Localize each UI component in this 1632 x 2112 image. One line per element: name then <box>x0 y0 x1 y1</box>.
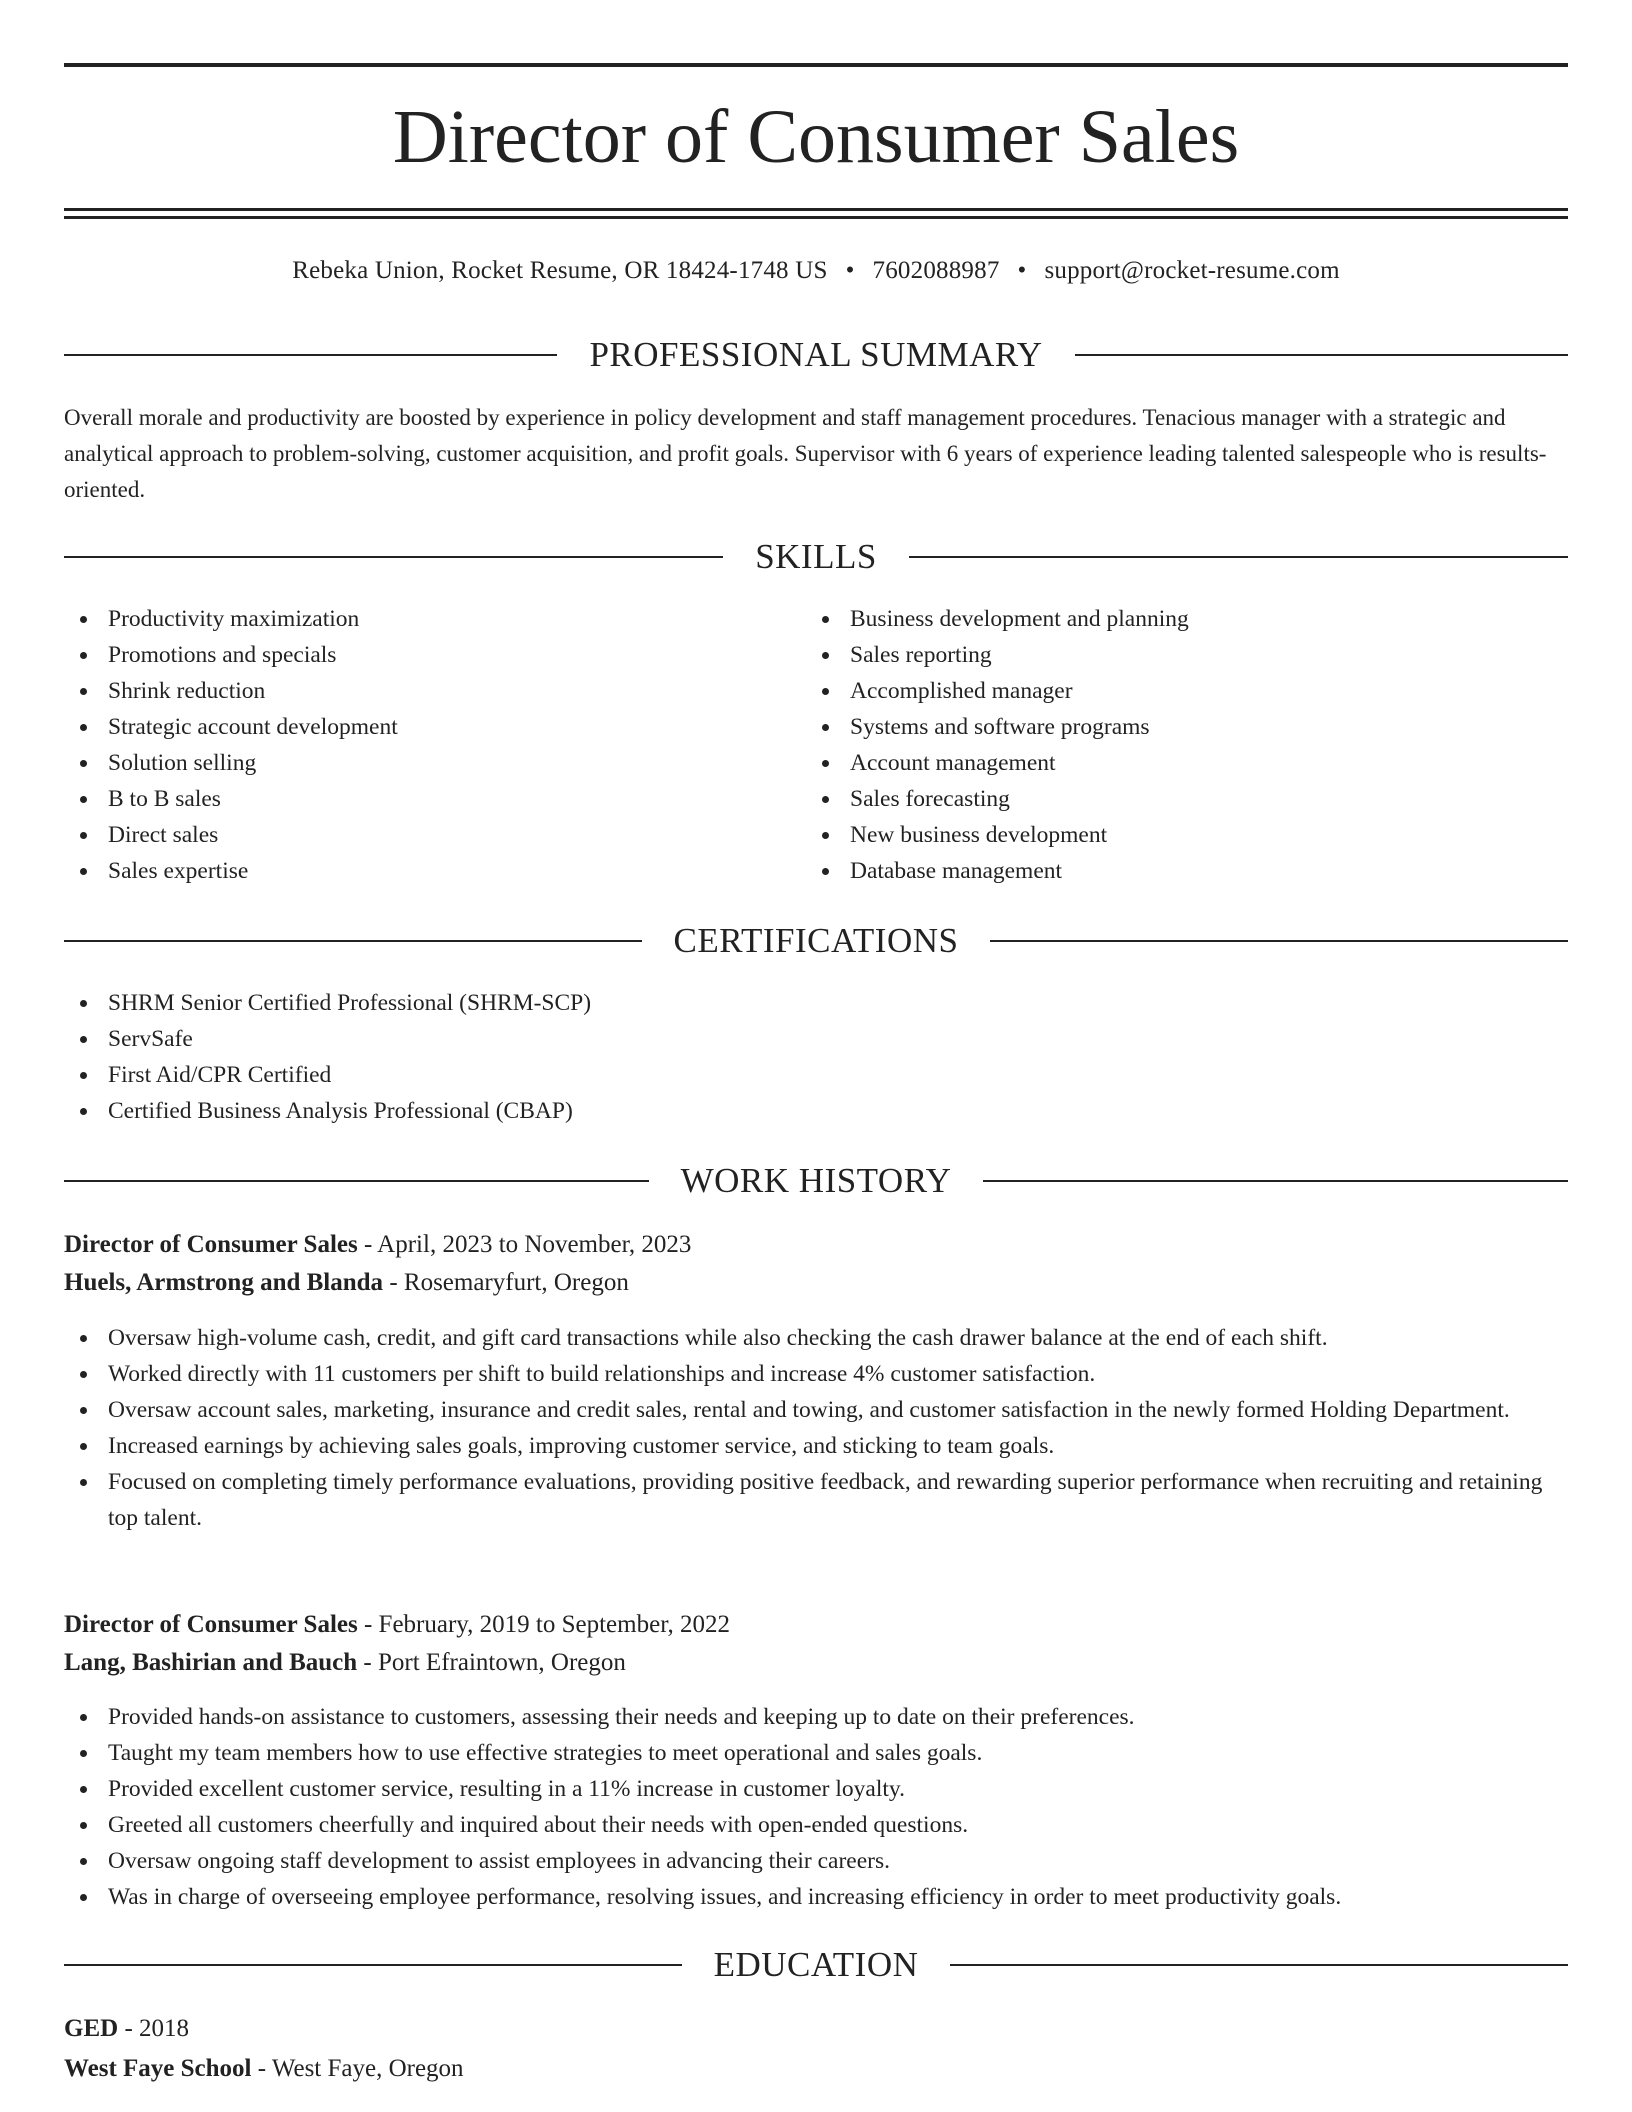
section-heading-summary <box>64 333 1568 377</box>
job-bullet: Focused on completing timely performance evaluations, providing positive feedback, and rewarding superior performance when recruiting and retaining top talent. <box>64 1464 1568 1536</box>
summary-text: Overall morale and productivity are boosted by experience in policy development and staff management procedures. Tenacious manager with a strategic and analytical approach to problem-solving, customer acquisition, and profit goals. Supervisor with 6 years of experience leading talented salespeople who is results-oriented. <box>64 405 1547 502</box>
job-bullet: Oversaw account sales, marketing, insurance and credit sales, rental and towing, and customer satisfaction in the newly formed Holding Department. <box>64 1392 1568 1428</box>
job-bullet: Taught my team members how to use effective strategies to meet operational and sales goals. <box>64 1735 1568 1771</box>
skill-item: Sales forecasting <box>806 781 1546 817</box>
skill-item: Accomplished manager <box>806 673 1546 709</box>
skill-item: Promotions and specials <box>64 637 784 673</box>
skill-item: Productivity maximization <box>64 601 784 637</box>
contact-separator: • <box>845 257 855 284</box>
skill-item: Shrink reduction <box>64 673 784 709</box>
page-title: Director of Consumer Sales <box>392 95 1240 179</box>
skill-item: New business development <box>806 817 1546 853</box>
section-heading-skills <box>64 535 1568 579</box>
job-location: Port Efraintown, Oregon <box>378 1649 626 1676</box>
skill-item: Strategic account development <box>64 709 784 745</box>
certification-item: Certified Business Analysis Professional (CBAP) <box>64 1093 1568 1129</box>
education-degree-line <box>64 2010 1568 2048</box>
heading-rule-left <box>64 1180 649 1182</box>
job-bullet: Oversaw ongoing staff development to assist employees in advancing their careers. <box>64 1843 1568 1879</box>
heading-rule-right <box>1075 354 1568 356</box>
skill-item: Business development and planning <box>806 601 1546 637</box>
heading-label: CERTIFICATIONS <box>673 921 959 960</box>
education-location: West Faye, Oregon <box>271 2055 464 2082</box>
skills-list-left <box>64 601 784 889</box>
section-heading-education <box>64 1943 1568 1987</box>
heading-rule-right <box>990 940 1568 942</box>
education-school: West Faye School <box>64 2055 252 2082</box>
job-bullet: Provided hands-on assistance to customers, assessing their needs and keeping up to date on their preferences. <box>64 1699 1568 1735</box>
job-title-line <box>64 1606 1568 1644</box>
header-top-rule <box>64 63 1568 67</box>
heading-rule-right <box>909 556 1568 558</box>
skill-item: Sales reporting <box>806 637 1546 673</box>
job-bullet: Oversaw high-volume cash, credit, and gift card transactions while also checking the cash drawer balance at the end of each shift. <box>64 1320 1568 1356</box>
skill-item: Direct sales <box>64 817 784 853</box>
skills-list-right <box>806 601 1546 889</box>
job-separator: - <box>357 1649 378 1676</box>
education-separator: - <box>118 2015 140 2042</box>
skill-item: Database management <box>806 853 1546 889</box>
education-year: 2018 <box>139 2015 190 2042</box>
job-bullets <box>64 1699 1568 1915</box>
heading-rule-left <box>64 354 557 356</box>
job-company: Huels, Armstrong and Blanda <box>64 1269 384 1296</box>
header-double-rule-top <box>64 208 1568 211</box>
section-heading-work-history <box>64 1159 1568 1203</box>
skill-item: Systems and software programs <box>806 709 1546 745</box>
job-dates: April, 2023 to November, 2023 <box>377 1231 692 1258</box>
skill-item: Account management <box>806 745 1546 781</box>
contact-phone: 7602088987 <box>872 257 1000 284</box>
job-company: Lang, Bashirian and Bauch <box>64 1649 358 1676</box>
heading-label: EDUCATION <box>713 1945 919 1984</box>
job-bullet: Provided excellent customer service, resulting in a 11% increase in customer loyalty. <box>64 1771 1568 1807</box>
job-bullet: Was in charge of overseeing employee performance, resolving issues, and increasing efficiency in order to meet productivity goals. <box>64 1879 1568 1915</box>
education-separator: - <box>251 2055 272 2082</box>
job-bullet: Increased earnings by achieving sales goals, improving customer service, and sticking to team goals. <box>64 1428 1568 1464</box>
education-school-line <box>64 2050 1568 2088</box>
job-title: Director of Consumer Sales <box>64 1231 358 1258</box>
contact-email: support@rocket-resume.com <box>1044 257 1340 284</box>
certification-item: First Aid/CPR Certified <box>64 1057 1568 1093</box>
job-separator: - <box>383 1269 404 1296</box>
job-bullets <box>64 1320 1568 1536</box>
certifications-list <box>64 985 1568 1129</box>
skill-item: Solution selling <box>64 745 784 781</box>
job-title: Director of Consumer Sales <box>64 1611 358 1638</box>
certification-item: SHRM Senior Certified Professional (SHRM-SCP) <box>64 985 1568 1021</box>
section-heading-certifications <box>64 919 1568 963</box>
job-location: Rosemaryfurt, Oregon <box>403 1269 629 1296</box>
header-double-rule-bottom <box>64 216 1568 219</box>
job-bullet: Greeted all customers cheerfully and inquired about their needs with open-ended questions. <box>64 1807 1568 1843</box>
skill-item: B to B sales <box>64 781 784 817</box>
heading-rule-left <box>64 556 723 558</box>
education-degree: GED <box>64 2015 119 2042</box>
job-title-line <box>64 1226 1568 1264</box>
heading-label: WORK HISTORY <box>680 1161 952 1200</box>
contact-address: Rebeka Union, Rocket Resume, OR 18424-1748 US <box>292 257 828 284</box>
heading-rule-right <box>950 1964 1568 1966</box>
job-company-line <box>64 1644 1568 1682</box>
certification-item: ServSafe <box>64 1021 1568 1057</box>
job-separator: - <box>357 1231 378 1258</box>
skill-item: Sales expertise <box>64 853 784 889</box>
job-company-line <box>64 1264 1568 1302</box>
heading-label: PROFESSIONAL SUMMARY <box>589 335 1043 374</box>
contact-separator: • <box>1017 257 1027 284</box>
heading-rule-left <box>64 940 642 942</box>
heading-rule-left <box>64 1964 682 1966</box>
heading-label: SKILLS <box>755 537 877 576</box>
job-dates: February, 2019 to September, 2022 <box>378 1611 731 1638</box>
heading-rule-right <box>983 1180 1568 1182</box>
contact-line <box>64 254 1568 288</box>
job-bullet: Worked directly with 11 customers per shift to build relationships and increase 4% customer satisfaction. <box>64 1356 1568 1392</box>
job-separator: - <box>357 1611 379 1638</box>
